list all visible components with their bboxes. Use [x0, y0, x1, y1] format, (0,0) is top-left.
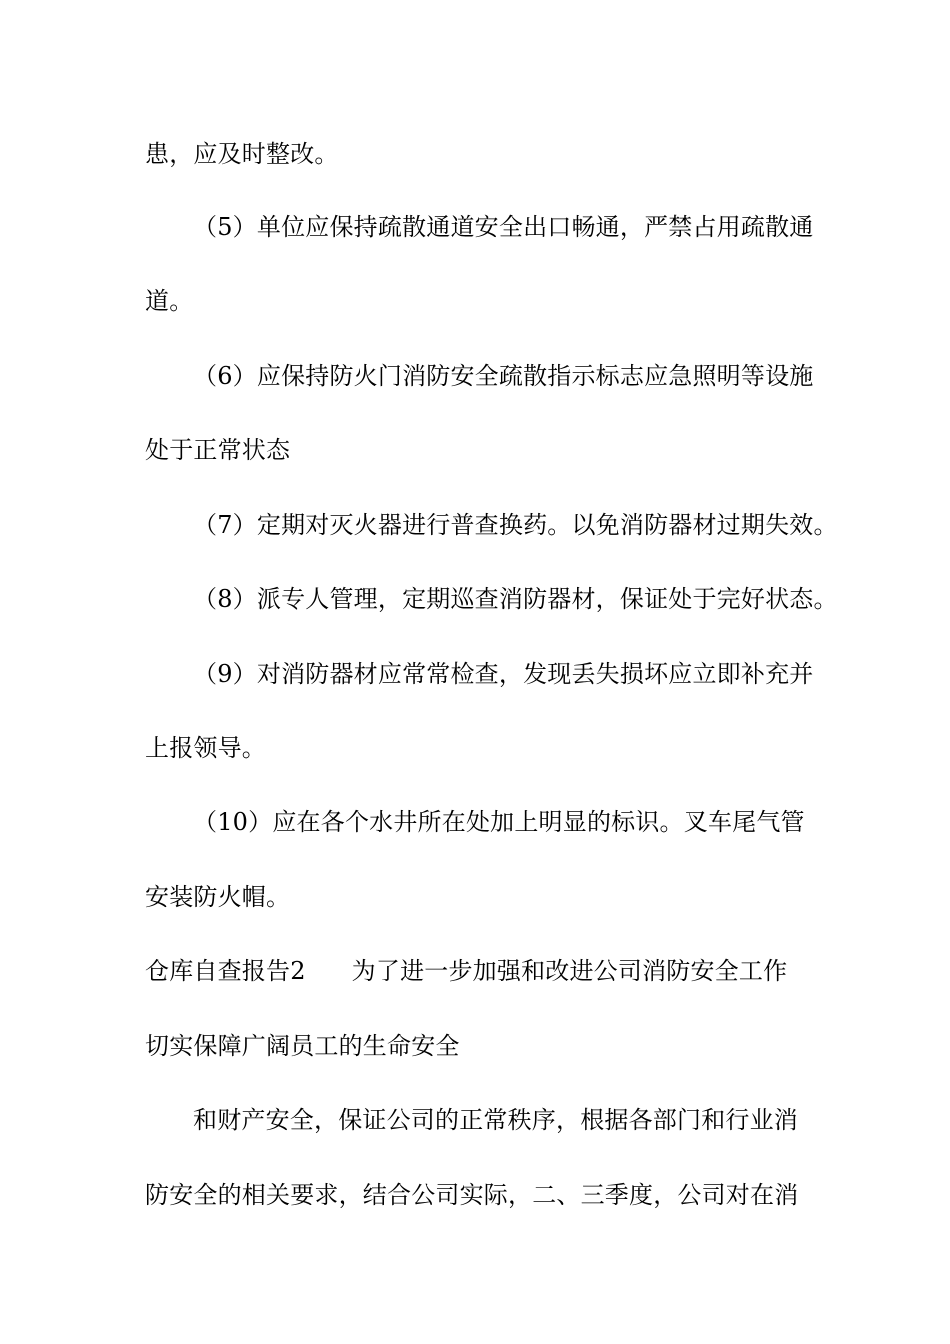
text-line: （9）对消防器材应常常检查，发现丢失损坏应立即补充并	[193, 660, 814, 688]
text-line: 安装防火帽。	[145, 883, 291, 911]
text-line: 处于正常状态	[145, 436, 291, 464]
text-line: 切实保障广阔员工的生命安全	[145, 1032, 460, 1060]
report-heading-continuation: 为了进一步加强和改进公司消防安全工作	[351, 957, 788, 985]
report-heading: 仓库自查报告2	[145, 957, 306, 985]
text-line: （5）单位应保持疏散通道安全出口畅通，严禁占用疏散通	[193, 213, 814, 241]
text-line: （10）应在各个水井所在处加上明显的标识。叉车尾气管	[193, 808, 805, 836]
text-line: 患，应及时整改。	[145, 140, 339, 168]
text-line: （8）派专人管理，定期巡查消防器材，保证处于完好状态。	[193, 585, 838, 613]
text-line: （7）定期对灭火器进行普查换药。以免消防器材过期失效。	[193, 511, 838, 539]
text-line: 上报领导。	[145, 734, 266, 762]
text-line: 防安全的相关要求，结合公司实际，二、三季度，公司对在消	[145, 1181, 799, 1209]
report-heading-line	[145, 956, 825, 986]
text-line: （6）应保持防火门消防安全疏散指示标志应急照明等设施	[193, 362, 814, 390]
text-line: 和财产安全，保证公司的正常秩序，根据各部门和行业消	[193, 1106, 798, 1134]
text-line: 道。	[145, 287, 194, 315]
